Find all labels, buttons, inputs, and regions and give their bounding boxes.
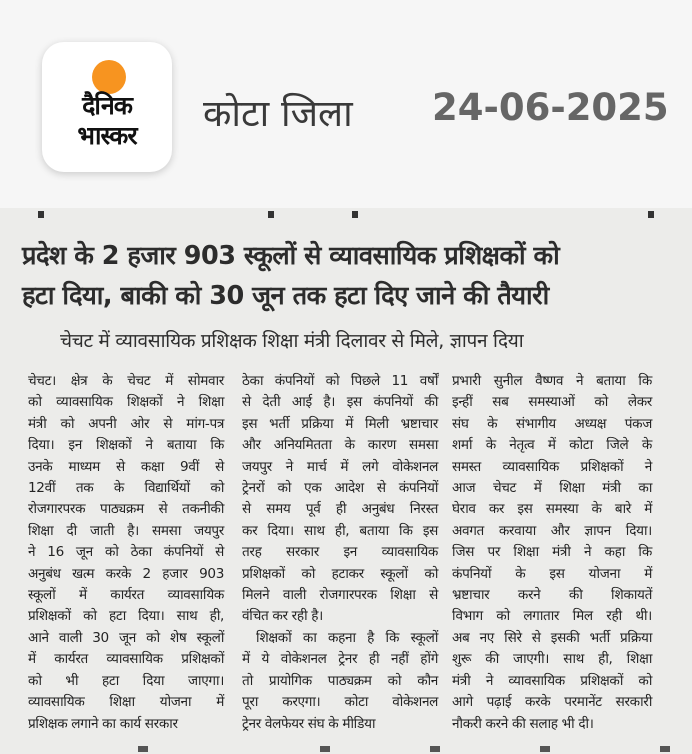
article-line: अवगत करवाया और ज्ञापन दिया। <box>452 522 652 539</box>
article-line: व्यावसायिक शिक्षा योजना में <box>28 694 224 711</box>
article-line: जयपुर ने मार्च में लगे वोकेशनल <box>242 458 438 475</box>
article-line: और अनियमितता के कारण समसा <box>242 437 438 454</box>
article-line: आने वाली 30 जून को शेष स्कूलों <box>28 629 224 646</box>
article-line: संघ के संभागीय अध्यक्ष पंकज <box>452 415 652 432</box>
article-line: प्रभारी सुनील वैष्णव ने बताया कि <box>452 373 652 389</box>
dainik-bhaskar-logo <box>42 42 172 172</box>
article-line: मंत्री ने व्यावसायिक प्रशिक्षकों को <box>452 672 652 689</box>
headline-line-1: प्रदेश के 2 हजार 903 स्कूलों से व्यावसायिक प्रशिक्षकों को <box>22 241 560 271</box>
article-line: कर दिया। साथ ही, बताया कि इस <box>242 522 438 539</box>
article-line: को भी हटा दिया जाएगा। <box>28 672 224 689</box>
article-line: चेचट। क्षेत्र के चेचट में सोमवार <box>28 373 224 389</box>
article-line: आज चेचट में शिक्षा मंत्री का <box>452 480 652 497</box>
article-line: शर्मा के नेतृत्व में कोटा जिले के <box>452 437 652 454</box>
article-line: नौकरी करने की सलाह भी दी। <box>452 715 594 732</box>
article-line: ट्रेनरों को एक आदेश से कंपनियों <box>242 480 438 497</box>
headline <box>22 236 682 316</box>
article-line: ने 16 जून को ठेका कंपनियों से <box>28 544 224 561</box>
article-column-3 <box>452 371 652 735</box>
article-line: कंपनियों के इस योजना में <box>452 565 652 582</box>
article-line: शिक्षकों का कहना है कि स्कूलों <box>256 629 438 646</box>
article-line: दिया। इन शिक्षकों ने बताया कि <box>28 437 224 454</box>
article-line: मंत्री को अपनी ओर से मांग-पत्र <box>28 415 224 432</box>
article-line: अब नए सिरे से इसकी भर्ती प्रक्रिया <box>452 629 652 646</box>
clipping-bottom-edge <box>20 746 680 754</box>
article-line: घेराव कर इस समस्या के बारे में <box>452 501 652 518</box>
headline-line-2: हटा दिया, बाकी को 30 जून तक हटा दिए जाने की तैयारी <box>22 281 549 311</box>
article-line: से देती आई है। इस कंपनियों की <box>242 394 438 411</box>
article-line: समस्त व्यावसायिक प्रशिक्षकों ने <box>452 458 652 475</box>
article-line: प्रशिक्षकों को हटा दिया। साथ ही, <box>28 608 224 625</box>
page-header <box>0 0 692 200</box>
article-line: अनुबंध खत्म करके 2 हजार 903 <box>28 565 224 582</box>
article-line: इस भर्ती प्रक्रिया में मिली भ्रष्टाचार <box>242 415 438 432</box>
article-line: तो प्रायोगिक पाठ्यक्रम को कौन <box>242 672 438 689</box>
article-line: को व्यावसायिक शिक्षकों ने शिक्षा <box>28 394 224 411</box>
article-line: प्रशिक्षकों को हटाकर स्कूलों को <box>242 565 438 582</box>
article-line: पूरा करएगा। कोटा वोकेशनल <box>242 694 438 711</box>
article-column-1 <box>28 371 224 735</box>
article-line: 12वीं तक के विद्यार्थियों को <box>28 480 224 497</box>
article-line: इन्हीं सब समस्याओं को लेकर <box>452 394 652 411</box>
subheadline: चेचट में व्यावसायिक प्रशिक्षक शिक्षा मंत्री दिलावर से मिले, ज्ञापन दिया <box>60 330 524 352</box>
article-line: मिलने वाली रोजगारपरक शिक्षा से <box>242 587 438 604</box>
article-line: वंचित कर रही है। <box>242 608 323 625</box>
article-line: से समय पूर्व ही अनुबंध निरस्त <box>242 501 438 518</box>
sun-icon <box>92 60 126 94</box>
article-line: ठेका कंपनियों को पिछले 11 वर्षों <box>242 373 438 389</box>
article-line: रोजगारपरक पाठ्यक्रम से तकनीकी <box>28 501 224 518</box>
logo-line-1: दैनिक <box>82 91 132 120</box>
article-line: विभाग को लगातार मिल रही थी। <box>452 608 652 625</box>
article-line: उनके माध्यम से कक्षा 9वीं से <box>28 458 224 475</box>
article-line: प्रशिक्षक लगाने का कार्य सरकार <box>28 715 178 732</box>
newspaper-clipping <box>0 208 692 754</box>
article-line: शिक्षा दी जाती है। समसा जयपुर <box>28 522 224 539</box>
logo-line-2: भास्कर <box>77 121 137 150</box>
article-line: में ये वोकेशनल ट्रेनर ही नहीं होंगे <box>242 651 438 668</box>
edition-date: 24-06-2025 <box>432 86 669 129</box>
article-line: तरह सरकार इन व्यावसायिक <box>242 544 438 561</box>
article-line: जिस पर शिक्षा मंत्री ने कहा कि <box>452 544 652 561</box>
clipping-top-edge <box>20 208 680 222</box>
article-line: स्कूलों में कार्यरत व्यावसायिक <box>28 587 224 604</box>
article-line: में कार्यरत व्यावसायिक प्रशिक्षकों <box>28 651 224 668</box>
article-column-2 <box>242 371 438 735</box>
article-line: आगे पढ़ाई करके परमानेंट सरकारी <box>452 694 652 711</box>
article-line: ट्रेनर वेलफेयर संघ के मीडिया <box>242 715 376 732</box>
article-line: भ्रष्टाचार करने की शिकायतें <box>452 587 652 604</box>
district-title: कोटा जिला <box>203 92 353 135</box>
article-line: शुरू की जाएगी। साथ ही, शिक्षा <box>452 651 652 668</box>
